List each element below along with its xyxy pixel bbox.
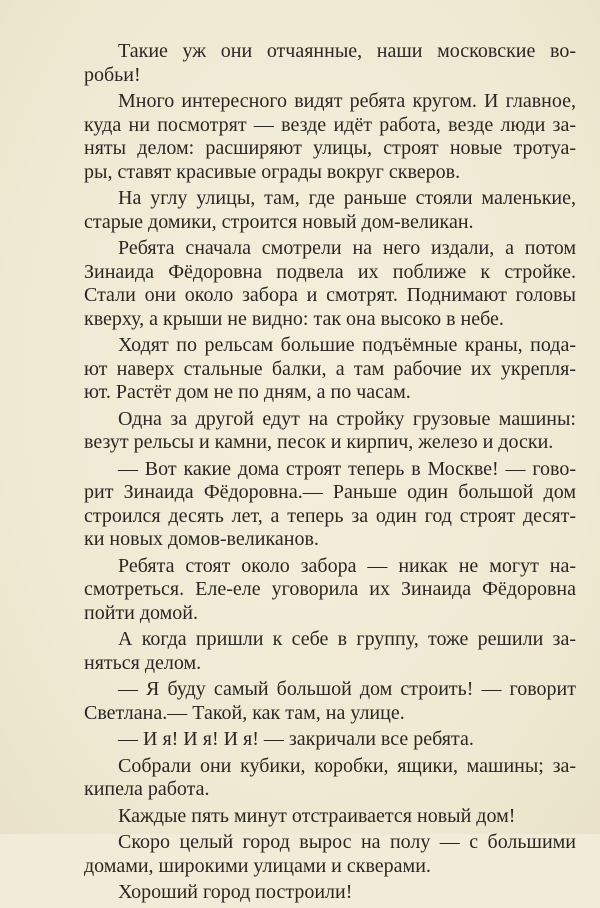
paragraph bbox=[84, 40, 576, 87]
paragraph bbox=[84, 555, 576, 626]
paragraph bbox=[84, 805, 576, 829]
text-line: — И я! И я! И я! — закричали все ребята. bbox=[118, 728, 474, 750]
text-line: домами, широкими улицами и скверами. bbox=[84, 854, 431, 877]
text-line: Стали они около забора и смотрят. Поднимают головы bbox=[84, 284, 576, 306]
text-line: Зинаида Фёдоровна подвела их поближе к стройке. bbox=[84, 260, 576, 283]
text-line: рит Зинаида Фёдоровна.— Раньше один большой дом bbox=[84, 481, 576, 503]
text-line: ют наверх стальные балки, а там рабочие их укрепля- bbox=[84, 357, 576, 380]
text-line: куда ни посмотрят — везде идёт работа, везде люди за- bbox=[84, 113, 576, 136]
paragraph bbox=[84, 237, 576, 331]
text-line: Скоро целый город вырос на полу — с большими bbox=[118, 831, 576, 853]
paragraph bbox=[84, 408, 576, 455]
text-line: ки новых домов-великанов. bbox=[84, 528, 319, 550]
text-line: Хороший город построили! bbox=[118, 881, 353, 903]
paragraph bbox=[84, 678, 576, 725]
text-line: Каждые пять минут отстраивается новый дом! bbox=[118, 804, 516, 827]
text-line: кверху, а крыши не видно: так она высоко в небе. bbox=[84, 307, 504, 330]
paragraph bbox=[84, 334, 576, 405]
text-line: пойти домой. bbox=[84, 601, 199, 624]
text-line: — Вот какие дома строят теперь в Москве! — гово- bbox=[118, 457, 576, 480]
text-line: Такие уж они отчаянные, наши московские во- bbox=[118, 40, 576, 62]
text-line: Собрали они кубики, коробки, ящики, машины; за- bbox=[118, 754, 576, 777]
text-line: робьи! bbox=[84, 63, 141, 86]
text-line: ры, ставят красивые ограды вокруг скверов. bbox=[84, 160, 461, 183]
text-line: строился десять лет, а теперь за один год строят десят- bbox=[84, 504, 576, 527]
text-line: ют. Растёт дом не по дням, а по часам. bbox=[84, 381, 411, 403]
paragraph bbox=[84, 755, 576, 802]
paragraph bbox=[84, 90, 576, 184]
paragraph bbox=[84, 831, 576, 878]
paragraph bbox=[84, 458, 576, 552]
paragraph bbox=[84, 881, 576, 905]
text-line: Ребята сначала смотрели на него издали, а потом bbox=[118, 237, 576, 259]
text-line: А когда пришли к себе в группу, тоже решили за- bbox=[118, 628, 576, 650]
text-line: Много интересного видят ребята кругом. И главное, bbox=[118, 90, 576, 112]
text-line: старые домики, строится новый дом-великан. bbox=[84, 210, 474, 233]
text-line: На углу улицы, там, где раньше стояли маленькие, bbox=[118, 187, 576, 209]
paragraph bbox=[84, 628, 576, 675]
text-line: няться делом. bbox=[84, 651, 202, 674]
text-line: Ходят по рельсам большие подъёмные краны, пода- bbox=[118, 334, 576, 356]
text-line: Одна за другой едут на стройку грузовые машины: bbox=[118, 407, 576, 430]
text-line: — Я буду самый большой дом строить! — говорит bbox=[118, 678, 576, 700]
paragraph bbox=[84, 187, 576, 234]
page-text bbox=[84, 40, 576, 908]
paragraph bbox=[84, 728, 576, 752]
text-line: кипела работа. bbox=[84, 778, 210, 800]
text-line: няты делом: расширяют улицы, строят новые тротуа- bbox=[84, 137, 576, 159]
text-line: Светлана.— Такой, как там, на улице. bbox=[84, 701, 405, 724]
text-line: смотреться. Еле-еле уговорила их Зинаида Фёдоровна bbox=[84, 578, 576, 600]
text-line: Ребята стоят около забора — никак не могут на- bbox=[118, 554, 576, 577]
text-line: везут рельсы и камни, песок и кирпич, железо и доски. bbox=[84, 431, 554, 453]
